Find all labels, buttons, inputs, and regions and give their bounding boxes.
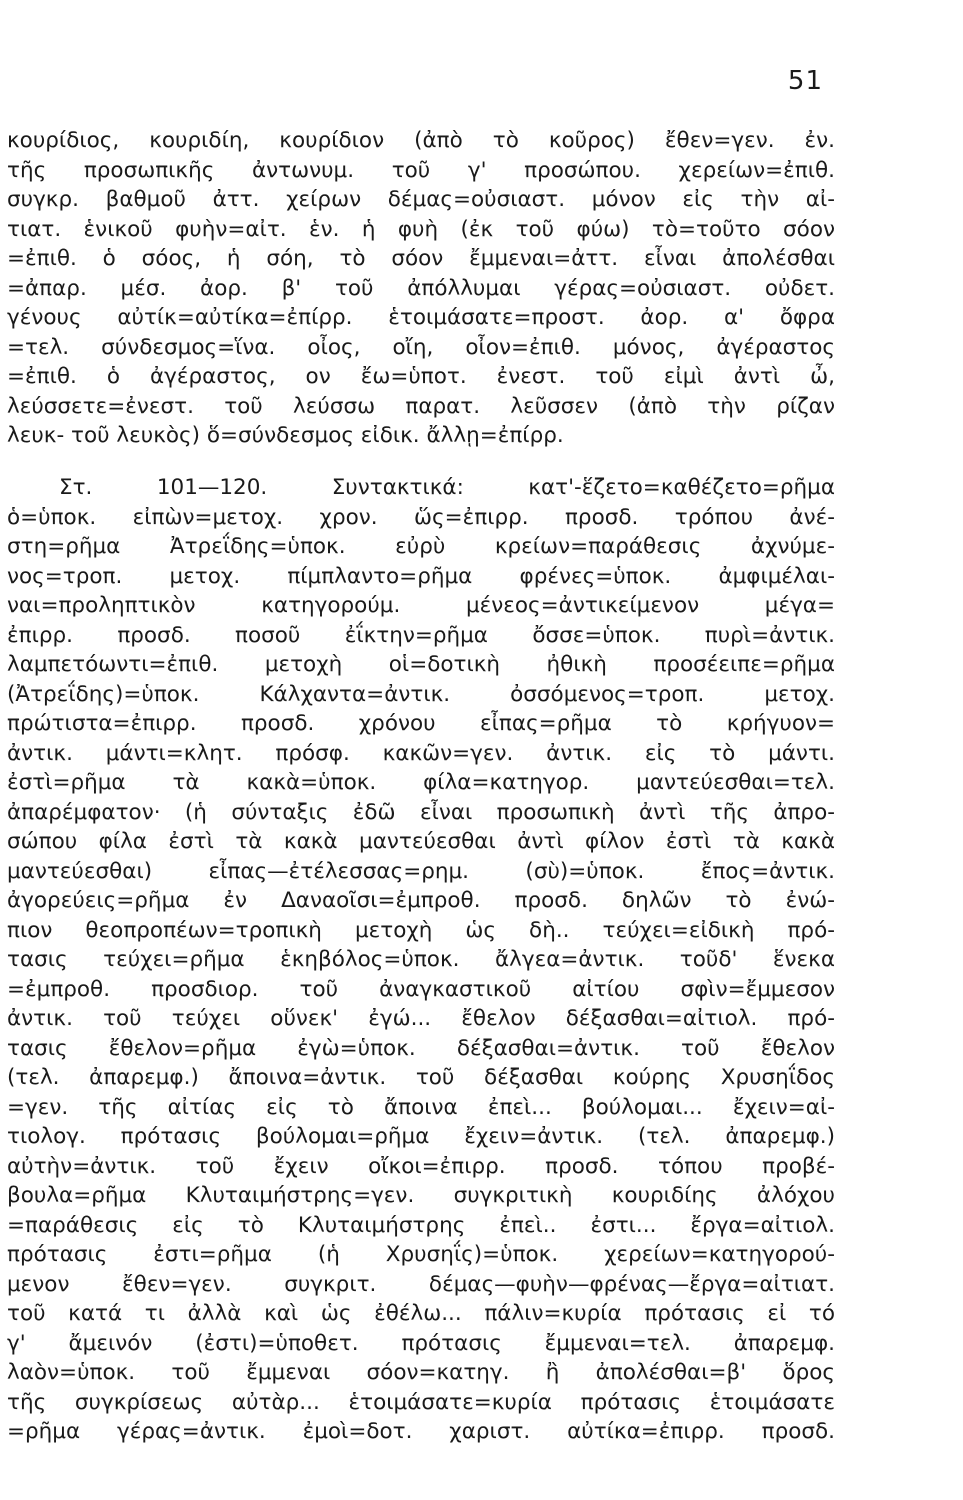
text-line: τῆς συγκρίσεως αὐτὰρ... ἑτοιμάσατε=κυρία πρότασις ἑτοιμάσατε xyxy=(7,1389,835,1415)
text-line: =ρῆμα γέρας=ἀντικ. ἐμοὶ=δοτ. χαριστ. αὐτίκα=ἐπιρρ. προσδ. xyxy=(7,1419,835,1444)
text-line: λευκ- τοῦ λευκὸς) ὅ=σύνδεσμος εἰδικ. ἄλλῃ=ἐπίρρ. xyxy=(7,423,564,448)
text-line: (τελ. ἀπαρεμφ.) ἄποινα=ἀντικ. τοῦ δέξασθαι κούρης Χρυσηΐδος xyxy=(7,1065,835,1090)
text-line: τιολογ. πρότασις βούλομαι=ρῆμα ἔχειν=ἀντικ. (τελ. ἀπαρεμφ.) xyxy=(7,1124,835,1149)
text-line: στη=ρῆμα Ἀτρεΐδης=ὑποκ. εὐρὺ κρείων=παράθεσις ἀχνύμε- xyxy=(7,534,835,559)
text-line: πρότασις ἐστι=ρῆμα (ἡ Χρυσηΐς)=ὑποκ. χερείων=κατηγορού- xyxy=(7,1242,835,1267)
page-number: 51 xyxy=(787,66,823,96)
text-line: τασις ἔθελον=ρῆμα ἐγὼ=ὑποκ. δέξασθαι=ἀντικ. τοῦ ἔθελον xyxy=(7,1035,835,1061)
text-line: ἐστὶ=ρῆμα τὰ κακὰ=ὑποκ. φίλα=κατηγορ. μαντεύεσθαι=τελ. xyxy=(7,770,835,795)
section-heading-line: Στ. 101—120. Συντακτικά: κατ'-ἕζετο=καθέζετο=ρῆμα xyxy=(59,475,835,500)
text-line: βουλα=ρῆμα Κλυταιμήστρης=γεν. συγκριτικὴ κουριδίης ἀλόχου xyxy=(7,1183,835,1208)
text-line: πιον θεοπροπέων=τροπικὴ μετοχὴ ὡς δὴ.. τεύχει=εἰδικὴ πρό- xyxy=(7,917,835,943)
text-line: =παράθεσις εἰς τὸ Κλυταιμήστρης ἐπεὶ.. ἐστι... ἔργα=αἰτιολ. xyxy=(7,1212,835,1238)
text-line: τοῦ κατά τι ἀλλὰ καὶ ὡς ἐθέλω... πάλιν=κυρία πρότασις εἰ τό xyxy=(7,1301,835,1326)
text-line: =ἐπιθ. ὁ ἀγέραστος, ον ἔω=ὑποτ. ἐνεστ. τοῦ εἰμὶ ἀντὶ ὦ, xyxy=(7,364,835,389)
text-line: ἀπαρέμφατον· (ἡ σύνταξις ἐδῶ εἶναι προσωπικὴ ἀντὶ τῆς ἀπρο- xyxy=(7,799,835,825)
text-line: =τελ. σύνδεσμος=ἵνα. οἶος, οἴη, οἶον=ἐπιθ. μόνος, ἀγέραστος xyxy=(7,334,835,360)
text-line: πρώτιστα=ἐπιρρ. προσδ. χρόνου εἶπας=ρῆμα τὸ κρήγυον= xyxy=(7,711,835,736)
text-line: τασις τεύχει=ρῆμα ἑκηβόλος=ὑποκ. ἄλγεα=ἀντικ. τοῦδ' ἕνεκα xyxy=(7,947,835,972)
text-line: γένους αὐτίκ=αὐτίκα=ἐπίρρ. ἑτοιμάσατε=προστ. ἀορ. α' ὄφρα xyxy=(7,305,835,330)
text-line: γ' ἄμεινόν (ἐστι)=ὑποθετ. πρότασις ἔμμεναι=τελ. ἀπαρεμφ. xyxy=(7,1330,835,1356)
text-line: νος=τροπ. μετοχ. πίμπλαντο=ρῆμα φρένες=ὑποκ. ἀμφιμέλαι- xyxy=(7,563,835,589)
syntax-section xyxy=(7,473,835,1447)
text-line: ἀντικ. μάντι=κλητ. πρόσφ. κακῶν=γεν. ἀντικ. εἰς τὸ μάντι. xyxy=(7,740,835,766)
text-line: =ἐμπροθ. προσδιορ. τοῦ ἀναγκαστικοῦ αἰτίου σφὶν=ἔμμεσον xyxy=(7,976,835,1002)
text-line: ἐπιρρ. προσδ. ποσοῦ ἐΐκτην=ρῆμα ὄσσε=ὑποκ. πυρὶ=ἀντικ. xyxy=(7,622,835,648)
text-line: ὁ=ὑποκ. εἰπὼν=μετοχ. χρον. ὥς=ἐπιρρ. προσδ. τρόπου ἀνέ- xyxy=(7,504,835,530)
text-line: αὐτὴν=ἀντικ. τοῦ ἔχειν οἴκοι=ἐπιρρ. προσδ. τόπου προβέ- xyxy=(7,1153,835,1179)
text-line: σώπου φίλα ἐστὶ τὰ κακὰ μαντεύεσθαι ἀντὶ φίλον ἐστὶ τὰ κακὰ xyxy=(7,829,835,854)
text-line: =ἀπαρ. μέσ. ἀορ. β' τοῦ ἀπόλλυμαι γέρας=οὐσιαστ. οὐδετ. xyxy=(7,275,835,301)
text-line: =ἐπιθ. ὁ σόος, ἡ σόη, τὸ σόον ἔμμεναι=ἀττ. εἶναι ἀπολέσθαι xyxy=(7,246,835,271)
text-line: =γεν. τῆς αἰτίας εἰς τὸ ἄποινα ἐπεὶ... βούλομαι... ἔχειν=αἰ- xyxy=(7,1094,835,1120)
text-line: λεύσσετε=ἐνεστ. τοῦ λεύσσω παρατ. λεῦσσεν (ἀπὸ τὴν ρίζαν xyxy=(7,393,835,419)
text-line: συγκρ. βαθμοῦ ἀττ. χείρων δέμας=οὐσιαστ. μόνον εἰς τὴν αἰ- xyxy=(7,187,835,212)
text-line: ἀγορεύεις=ρῆμα ἐν Δαναοῖσι=ἐμπροθ. προσδ. δηλῶν τὸ ἐνώ- xyxy=(7,888,835,913)
text-line: τῆς προσωπικῆς ἀντωνυμ. τοῦ γ' προσώπου. χερείων=ἐπιθ. xyxy=(7,157,835,183)
text-line: ἀντικ. τοῦ τεύχει οὕνεκ' ἐγώ... ἔθελον δέξασθαι=αἰτιολ. πρό- xyxy=(7,1006,835,1031)
text-line: λαμπετόωντι=ἐπιθ. μετοχὴ οἱ=δοτικὴ ἠθικὴ προσέειπε=ρῆμα xyxy=(7,652,835,677)
text-line: λαὸν=ὑποκ. τοῦ ἔμμεναι σόον=κατηγ. ἢ ἀπολέσθαι=β' ὅρος xyxy=(7,1360,835,1385)
text-line: κουρίδιος, κουριδίη, κουρίδιον (ἀπὸ τὸ κοῦρος) ἔθεν=γεν. ἐν. xyxy=(7,128,835,153)
text-line: μενον ἔθεν=γεν. συγκριτ. δέμας—φυὴν—φρένας—ἔργα=αἰτιατ. xyxy=(7,1271,835,1297)
text-line: τιατ. ἑνικοῦ φυὴν=αἰτ. ἑν. ἡ φυὴ (ἐκ τοῦ φύω) τὸ=τοῦτο σόον xyxy=(7,216,835,242)
vocabulary-section xyxy=(7,126,835,451)
text-line: ναι=προληπτικὸν κατηγορούμ. μένεος=ἀντικείμενον μέγα= xyxy=(7,593,835,618)
text-line: (Ἀτρεΐδης)=ὑποκ. Κάλχαντα=ἀντικ. ὀσσόμενος=τροπ. μετοχ. xyxy=(7,681,835,707)
text-line: μαντεύεσθαι) εἶπας—ἐτέλεσσας=ρημ. (σὺ)=ὑποκ. ἔπος=ἀντικ. xyxy=(7,858,835,884)
